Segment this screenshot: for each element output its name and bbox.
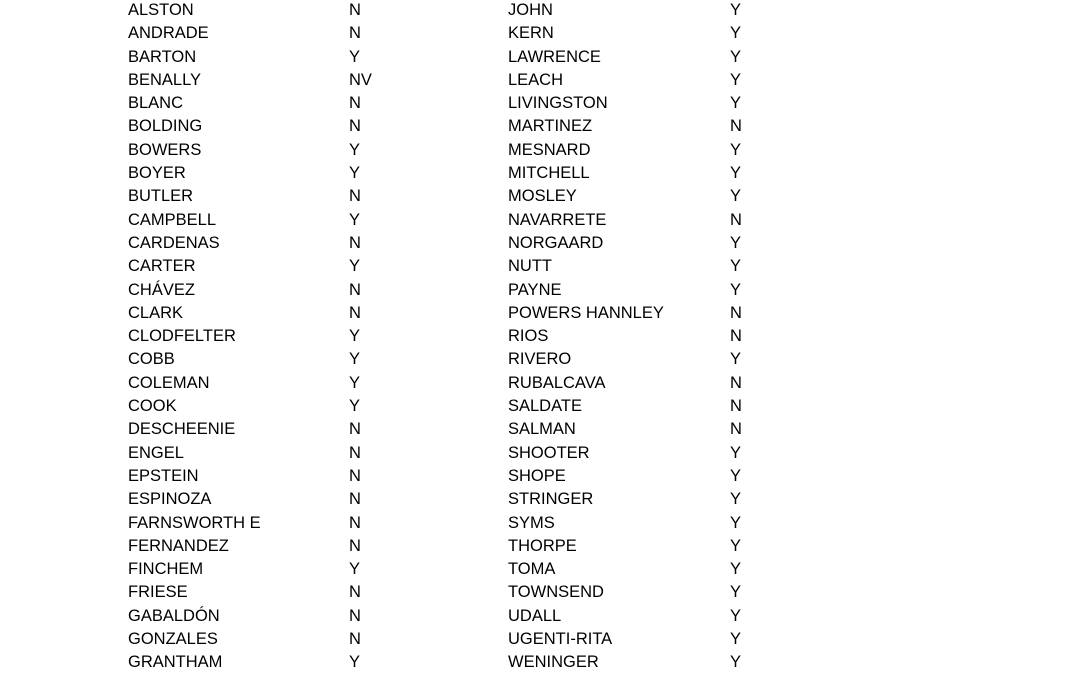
member-vote: Y xyxy=(730,490,742,509)
member-vote: Y xyxy=(730,280,742,299)
member-vote: N xyxy=(349,117,361,136)
member-name: ALSTON xyxy=(128,1,194,19)
member-name: ENGEL xyxy=(128,443,184,462)
member-vote: Y xyxy=(349,327,361,346)
member-name: LIVINGSTON xyxy=(508,94,608,113)
member-name: CLODFELTER xyxy=(128,327,236,346)
member-name: GRANTHAM xyxy=(128,653,223,672)
member-name: KERN xyxy=(508,24,554,43)
member-name: RIVERO xyxy=(508,350,572,369)
vote-row xyxy=(128,279,768,302)
vote-row xyxy=(128,605,768,628)
member-name: SALDATE xyxy=(508,397,582,416)
member-name: WENINGER xyxy=(508,653,599,672)
member-vote: Y xyxy=(730,70,742,89)
member-name: BENALLY xyxy=(128,70,202,89)
vote-row xyxy=(128,465,768,488)
vote-row xyxy=(128,115,768,138)
member-name: POWERS HANNLEY xyxy=(508,303,664,322)
vote-row xyxy=(128,302,768,325)
member-vote: Y xyxy=(730,513,742,532)
member-vote: N xyxy=(349,303,361,322)
member-name: STRINGER xyxy=(508,490,594,509)
member-name: ESPINOZA xyxy=(128,490,212,509)
member-name: COOK xyxy=(128,397,177,416)
vote-row xyxy=(128,325,768,348)
member-name: UGENTI-RITA xyxy=(508,630,613,649)
member-name: FERNANDEZ xyxy=(128,536,229,555)
vote-row xyxy=(128,488,768,511)
member-vote: Y xyxy=(349,164,361,183)
member-vote: Y xyxy=(349,560,361,579)
vote-row xyxy=(128,209,768,232)
member-vote: Y xyxy=(730,536,742,555)
vote-row xyxy=(128,558,768,581)
vote-row xyxy=(128,255,768,278)
member-name: EPSTEIN xyxy=(128,466,199,485)
member-vote: N xyxy=(349,490,361,509)
member-vote: Y xyxy=(730,1,742,19)
member-vote: N xyxy=(349,536,361,555)
member-vote: N xyxy=(349,513,361,532)
member-vote: N xyxy=(349,233,361,252)
member-name: COLEMAN xyxy=(128,373,210,392)
member-vote: N xyxy=(730,373,742,392)
member-name: SHOPE xyxy=(508,466,566,485)
member-vote: N xyxy=(730,210,742,229)
vote-row xyxy=(128,628,768,651)
member-vote: N xyxy=(730,117,742,136)
member-name: SYMS xyxy=(508,513,555,532)
member-vote: Y xyxy=(730,164,742,183)
member-name: DESCHEENIE xyxy=(128,420,236,439)
vote-row xyxy=(128,651,768,674)
member-vote: Y xyxy=(349,397,361,416)
member-name: TOWNSEND xyxy=(508,583,604,602)
member-name: MOSLEY xyxy=(508,187,577,206)
member-name: RUBALCAVA xyxy=(508,373,606,392)
member-name: BLANC xyxy=(128,94,184,113)
member-name: BARTON xyxy=(128,47,197,66)
member-vote: Y xyxy=(730,257,742,276)
member-name: CHÁVEZ xyxy=(128,280,195,299)
vote-row xyxy=(128,22,768,45)
vote-row xyxy=(128,0,768,22)
member-vote: N xyxy=(349,606,361,625)
vote-row xyxy=(128,535,768,558)
member-name: RIOS xyxy=(508,327,549,346)
member-name: FARNSWORTH E xyxy=(128,513,261,532)
member-vote: NV xyxy=(349,70,372,89)
vote-row xyxy=(128,185,768,208)
member-vote: N xyxy=(730,303,742,322)
member-vote: N xyxy=(349,94,361,113)
member-name: LEACH xyxy=(508,70,564,89)
member-name: GABALDÓN xyxy=(128,606,220,625)
member-vote: Y xyxy=(349,210,361,229)
vote-row xyxy=(128,418,768,441)
member-vote: N xyxy=(349,466,361,485)
vote-row xyxy=(128,92,768,115)
member-vote: N xyxy=(730,397,742,416)
vote-row xyxy=(128,512,768,535)
member-vote: N xyxy=(349,583,361,602)
member-name: BOWERS xyxy=(128,140,202,159)
member-name: LAWRENCE xyxy=(508,47,601,66)
member-name: BOLDING xyxy=(128,117,203,136)
member-vote: Y xyxy=(730,443,742,462)
vote-row xyxy=(128,348,768,371)
member-vote: Y xyxy=(730,350,742,369)
member-vote: Y xyxy=(730,606,742,625)
member-vote: N xyxy=(349,443,361,462)
vote-row xyxy=(128,442,768,465)
member-vote: Y xyxy=(730,94,742,113)
vote-row xyxy=(128,139,768,162)
member-vote: Y xyxy=(349,653,361,672)
member-vote: Y xyxy=(349,373,361,392)
member-vote: Y xyxy=(730,47,742,66)
member-name: THORPE xyxy=(508,536,577,555)
member-name: CARTER xyxy=(128,257,196,276)
vote-row xyxy=(128,162,768,185)
member-name: TOMA xyxy=(508,560,556,579)
member-name: MITCHELL xyxy=(508,164,590,183)
member-name: PAYNE xyxy=(508,280,562,299)
member-name: NORGAARD xyxy=(508,233,604,252)
member-vote: N xyxy=(349,630,361,649)
member-vote: Y xyxy=(730,653,742,672)
member-name: NAVARRETE xyxy=(508,210,607,229)
member-vote: Y xyxy=(349,140,361,159)
member-vote: Y xyxy=(349,350,361,369)
member-vote: Y xyxy=(349,257,361,276)
member-name: CAMPBELL xyxy=(128,210,217,229)
vote-tally-table xyxy=(128,0,768,675)
member-vote: Y xyxy=(730,560,742,579)
vote-row xyxy=(128,232,768,255)
member-vote: N xyxy=(349,280,361,299)
vote-row xyxy=(128,69,768,92)
member-name: GONZALES xyxy=(128,630,218,649)
member-vote: Y xyxy=(730,466,742,485)
member-vote: N xyxy=(730,420,742,439)
member-vote: N xyxy=(349,24,361,43)
member-vote: N xyxy=(730,327,742,346)
member-vote: Y xyxy=(730,233,742,252)
member-name: NUTT xyxy=(508,257,552,276)
vote-row xyxy=(128,581,768,604)
member-vote: Y xyxy=(730,583,742,602)
vote-row xyxy=(128,372,768,395)
member-vote: N xyxy=(349,187,361,206)
vote-row xyxy=(128,395,768,418)
member-name: ANDRADE xyxy=(128,24,209,43)
member-vote: Y xyxy=(730,187,742,206)
member-name: BOYER xyxy=(128,164,186,183)
member-vote: Y xyxy=(730,140,742,159)
member-name: MESNARD xyxy=(508,140,591,159)
member-name: SALMAN xyxy=(508,420,576,439)
vote-row xyxy=(128,46,768,69)
member-name: SHOOTER xyxy=(508,443,590,462)
member-name: COBB xyxy=(128,350,175,369)
member-vote: Y xyxy=(730,24,742,43)
member-vote: Y xyxy=(730,630,742,649)
member-name: CLARK xyxy=(128,303,184,322)
member-name: BUTLER xyxy=(128,187,194,206)
member-name: MARTINEZ xyxy=(508,117,593,136)
member-name: FRIESE xyxy=(128,583,188,602)
member-name: CARDENAS xyxy=(128,233,220,252)
member-vote: Y xyxy=(349,47,361,66)
member-vote: N xyxy=(349,1,361,19)
member-vote: N xyxy=(349,420,361,439)
member-name: FINCHEM xyxy=(128,560,204,579)
member-name: UDALL xyxy=(508,606,562,625)
member-name: JOHN xyxy=(508,1,553,19)
